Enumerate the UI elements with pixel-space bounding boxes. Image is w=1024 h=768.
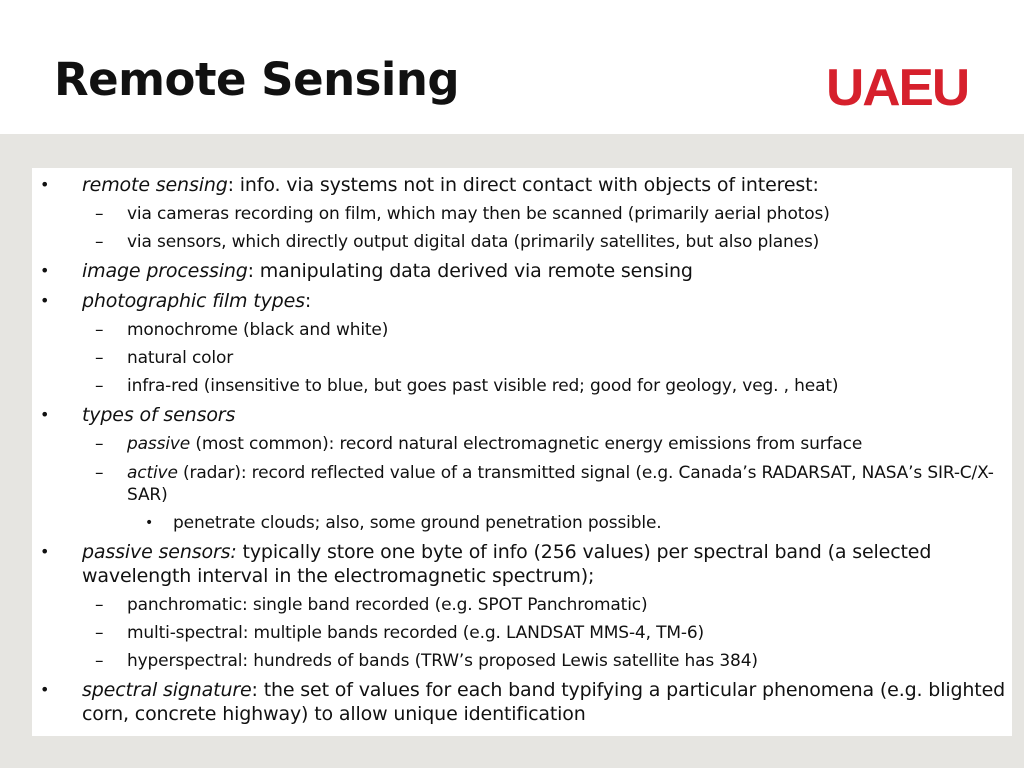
sub-bullet-panchromatic	[32, 595, 1012, 616]
slide-content-panel	[32, 168, 1012, 736]
bullet-text: : manipulating data derived via remote sensing	[247, 260, 693, 282]
bullet-dot-icon: •	[40, 291, 50, 310]
uaeu-logo: UAEU	[826, 59, 969, 117]
sub-bullet-hyperspectral	[32, 651, 1012, 672]
bullet-text: :	[304, 290, 312, 312]
dash-icon: –	[95, 204, 104, 224]
sub-bullet-text: multi-spectral: multiple bands recorded (e.g. LANDSAT MMS-4, TM-6)	[127, 623, 704, 643]
bullet-dot-icon: •	[40, 175, 50, 194]
bullet-term: passive sensors:	[82, 541, 237, 563]
sub-bullet-text: hyperspectral: hundreds of bands (TRW’s proposed Lewis satellite has 384)	[127, 651, 758, 671]
bullet-dot-icon: •	[40, 680, 50, 699]
dash-icon: –	[95, 623, 104, 643]
bullet-term: types of sensors	[82, 404, 236, 426]
bullet-dot-icon: •	[145, 515, 154, 531]
sub-bullet-text: (most common): record natural electromagnetic energy emissions from surface	[190, 434, 863, 454]
bullet-dot-icon: •	[40, 261, 50, 280]
sub-sub-bullet-text: penetrate clouds; also, some ground penetration possible.	[173, 513, 662, 533]
bullet-text: : the set of values for each band typifying a particular phenomena (e.g. blighted corn, concrete highway) to allow unique identification	[82, 679, 1006, 725]
bullet-dot-icon: •	[40, 542, 50, 561]
sub-bullet-active	[32, 462, 1012, 506]
dash-icon: –	[95, 595, 104, 615]
bullet-term: spectral signature	[82, 679, 252, 701]
sub-bullet-text: (radar): record reflected value of a transmitted signal (e.g. Canada’s RADARSAT, NASA’s SIR-C/X-SAR)	[127, 463, 994, 505]
bullet-spectral-signature	[32, 678, 1012, 726]
sub-bullet-infra-red	[32, 376, 1012, 397]
sub-bullet-multi-spectral	[32, 623, 1012, 644]
sub-bullet-monochrome	[32, 320, 1012, 341]
bullet-image-processing	[32, 259, 1012, 283]
dash-icon: –	[95, 434, 104, 454]
bullet-list	[32, 173, 1012, 726]
slide-title: Remote Sensing	[54, 53, 460, 106]
bullet-types-of-sensors	[32, 403, 1012, 427]
sub-bullet-sensors	[32, 232, 1012, 253]
sub-bullet-term: passive	[127, 434, 191, 454]
bullet-dot-icon: •	[40, 405, 50, 424]
sub-bullet-text: natural color	[127, 348, 234, 368]
sub-bullet-cameras	[32, 204, 1012, 225]
dash-icon: –	[95, 232, 104, 252]
dash-icon: –	[95, 348, 104, 368]
sub-bullet-natural-color	[32, 348, 1012, 369]
bullet-text: typically store one byte of info (256 values) per spectral band (a selected wavelength interval in the electromagnetic spectrum);	[82, 541, 932, 587]
bullet-term: photographic film types	[82, 290, 305, 312]
bullet-term: remote sensing	[82, 174, 228, 196]
bullet-passive-sensors	[32, 540, 1012, 588]
sub-bullet-passive	[32, 434, 1012, 455]
dash-icon: –	[95, 320, 104, 340]
sub-bullet-text: panchromatic: single band recorded (e.g. SPOT Panchromatic)	[127, 595, 648, 615]
sub-bullet-text: infra-red (insensitive to blue, but goes past visible red; good for geology, veg. , heat)	[127, 376, 839, 396]
slide-header	[0, 0, 1024, 134]
dash-icon: –	[95, 651, 104, 671]
sub-bullet-text: via cameras recording on film, which may then be scanned (primarily aerial photos)	[127, 204, 830, 224]
sub-bullet-term: active	[127, 463, 178, 483]
sub-sub-bullet-penetrate	[32, 513, 1012, 534]
dash-icon: –	[95, 376, 104, 396]
bullet-term: image processing	[82, 260, 248, 282]
dash-icon: –	[95, 463, 104, 483]
bullet-text: : info. via systems not in direct contact with objects of interest:	[227, 174, 819, 196]
sub-bullet-text: monochrome (black and white)	[127, 320, 389, 340]
bullet-film-types	[32, 289, 1012, 313]
sub-bullet-text: via sensors, which directly output digital data (primarily satellites, but also planes)	[127, 232, 820, 252]
bullet-remote-sensing	[32, 173, 1012, 197]
